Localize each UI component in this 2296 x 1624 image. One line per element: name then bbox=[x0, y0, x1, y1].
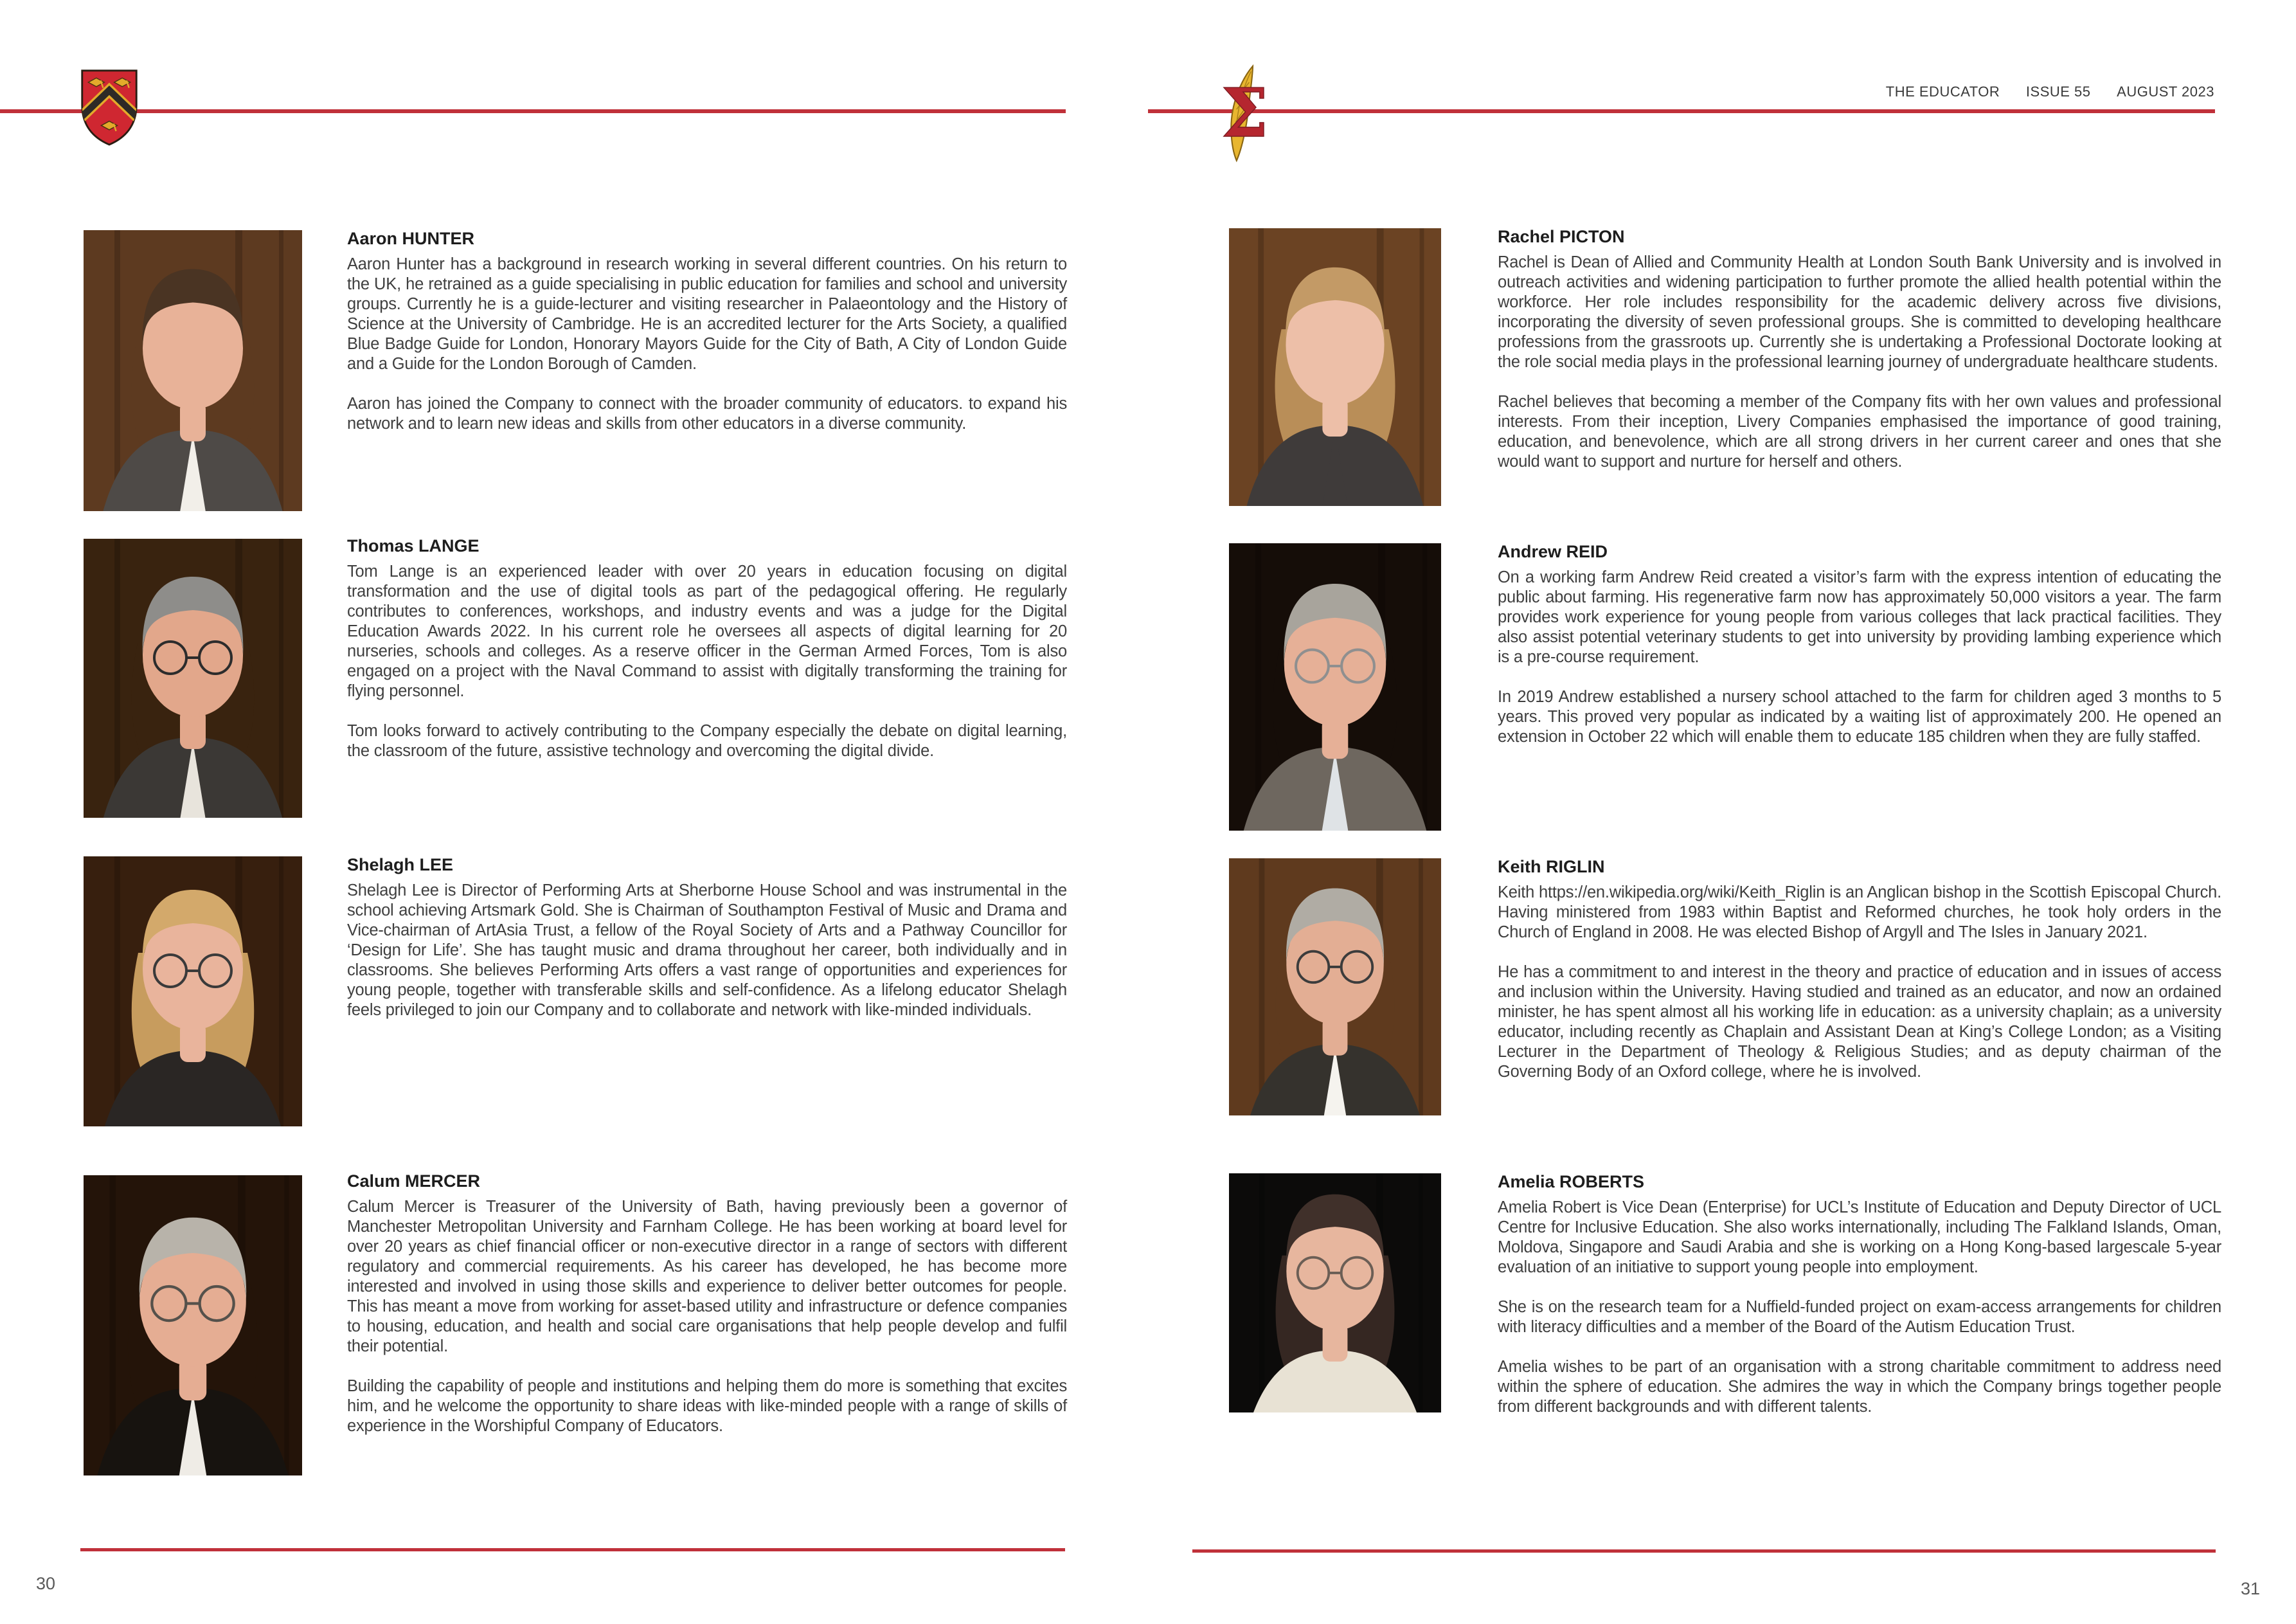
profile-name: Aaron HUNTER bbox=[347, 229, 475, 248]
profile-andrew-reid bbox=[1498, 542, 2221, 747]
profile-name: Shelagh LEE bbox=[347, 855, 454, 874]
profile-paragraph: Tom looks forward to actively contributing to the Company especially the debate on digital learning, the classroom of the future, assistive technology and overcoming the digital divide. bbox=[347, 722, 1067, 760]
page-number-right: 31 bbox=[2241, 1579, 2261, 1598]
profile-paragraph: Calum Mercer is Treasurer of the University of Bath, having previously been a governor of Manchester Metropolitan University and Farnham College. He has been working at board level for over 20 years as chief financial officer or non-executive director in a range of sectors with different regulatory and commercial requirements. As his career has developed, he has become more interested and involved in using those skills and experience to deliver better outcomes for people. This has meant a move from working for asset-based utility and infrastructure or defence companies to housing, education, and health and social care organisations that help people develop and fulfil their potential. bbox=[347, 1198, 1067, 1355]
profile-paragraph: Rachel believes that becoming a member of the Company fits with her own values and professional interests. From their inception, Livery Companies emphasised the importance of good training, education, and benevolence, which are all strong drivers in her current career and ones that she would want to support and nurture for herself and others. bbox=[1498, 393, 2221, 471]
profile-paragraph: Aaron has joined the Company to connect with the broader community of educators. to expand his network and to learn new ideas and skills from other educators in a diverse community. bbox=[347, 395, 1067, 433]
issue-date: AUGUST 2023 bbox=[2117, 84, 2214, 100]
profile-name: Amelia ROBERTS bbox=[1498, 1172, 1645, 1191]
portrait-photo bbox=[1229, 858, 1441, 1115]
bottom-rule-left-page bbox=[80, 1548, 1065, 1551]
profile-aaron-hunter bbox=[347, 229, 1067, 434]
profile-name: Keith RIGLIN bbox=[1498, 857, 1605, 876]
portrait-photo bbox=[84, 856, 302, 1126]
issue-number: ISSUE 55 bbox=[2025, 84, 2091, 100]
profile-paragraph: She is on the research team for a Nuffield-funded project on exam-access arrangements for children with literacy difficulties and a member of the Board of the Autism Education Trust. bbox=[1498, 1298, 2221, 1336]
profile-shelagh-lee bbox=[347, 855, 1067, 1020]
top-rule-left-page bbox=[0, 109, 1066, 113]
portrait-photo bbox=[1229, 1173, 1441, 1412]
bottom-rule-right-page bbox=[1192, 1549, 2216, 1553]
profile-thomas-lange bbox=[347, 536, 1067, 761]
profile-name: Thomas LANGE bbox=[347, 536, 480, 555]
profile-name: Andrew REID bbox=[1498, 542, 1608, 561]
profile-amelia-roberts bbox=[1498, 1172, 2221, 1417]
profile-paragraph: On a working farm Andrew Reid created a visitor’s farm with the express intention of educating the public about farming. His regenerative farm now has approximately 50,000 visitors a year. The farm provides work experience for young people from various colleges that lack practical facilities. They also assist potential veterinary students to get into university by providing lambing experience which is a pre-course requirement. bbox=[1498, 568, 2221, 666]
portrait-photo bbox=[1229, 543, 1441, 831]
sigma-quill-logo-icon bbox=[1217, 64, 1271, 167]
profile-paragraph: Building the capability of people and institutions and helping them do more is something that excites him, and he welcome the opportunity to share ideas with like-minded people with a range of skills of experience in the Worshipful Company of Educators. bbox=[347, 1377, 1067, 1435]
profile-calum-mercer bbox=[347, 1171, 1067, 1436]
profile-name: Calum MERCER bbox=[347, 1171, 481, 1191]
publication-title: THE EDUCATOR bbox=[1885, 84, 2000, 100]
profile-paragraph: Amelia wishes to be part of an organisation with a strong charitable commitment to address need within the sphere of education. She admires the way in which the Company brings together people from different backgrounds and with different talents. bbox=[1498, 1358, 2221, 1416]
educators-company-crest-icon bbox=[78, 67, 140, 149]
portrait-photo bbox=[84, 1175, 302, 1475]
profile-paragraph: Aaron Hunter has a background in research working in several different countries. On his return to the UK, he retrained as a guide specialising in public education for families and school and university groups. Currently he is a guide-lecturer and visiting researcher in Palaeontology and the History of Science at the University of Cambridge. He is an accredited lecturer for the Arts Society, a qualified Blue Badge Guide for London, Honorary Mayors Guide for the City of Bath, A City of London Guide and a Guide for the London Borough of Camden. bbox=[347, 255, 1067, 373]
portrait-photo bbox=[84, 539, 302, 818]
issue-header bbox=[1886, 84, 2214, 100]
profile-rachel-picton bbox=[1498, 227, 2221, 472]
profile-paragraph: He has a commitment to and interest in the theory and practice of education and in issues of access and inclusion within the University. Having studied and trained as an educator, and now an ordained minister, he has spent almost all his working life in education: as a university chaplain; as a university educator, including recently as Chaplain and Assistant Dean at King’s College London; as a Visiting Lecturer in the Department of Theology & Religious Studies; and as deputy chairman of the Governing Body of an Oxford college, where he is involved. bbox=[1498, 963, 2221, 1081]
portrait-photo bbox=[1229, 228, 1441, 506]
profile-paragraph: In 2019 Andrew established a nursery school attached to the farm for children aged 3 months to 5 years. This proved very popular as indicated by a waiting list of approximately 200. He opened an extension in October 22 which will enable them to educate 185 children when they are fully staffed. bbox=[1498, 688, 2221, 746]
profile-name: Rachel PICTON bbox=[1498, 227, 1625, 246]
profile-paragraph: Tom Lange is an experienced leader with over 20 years in education focusing on digital transformation and the use of digital tools as part of the pedagogical offering. He regularly contributes to conferences, workshops, and industry events and was a judge for the Digital Education Awards 2022. In his current role he oversees all aspects of digital learning for 20 nurseries, schools and colleges. As a reserve officer in the German Armed Forces, Tom is also engaged on a project with the Naval Command to assist with digitally transforming the training for flying personnel. bbox=[347, 563, 1067, 700]
portrait-photo bbox=[84, 230, 302, 511]
profile-paragraph: Rachel is Dean of Allied and Community Health at London South Bank University and is involved in outreach activities and widening participation to further promote the allied health potential within the workforce. Her role includes responsibility for the academic delivery across five divisions, incorporating the diversity of seven professional groups. She is committed to developing healthcare professions from the grassroots up. Currently she is undertaking a Professional Doctorate looking at the role social media plays in the professional learning journey of undergraduate healthcare students. bbox=[1498, 253, 2221, 371]
top-rule-right-page bbox=[1148, 109, 2215, 113]
page-number-left: 30 bbox=[36, 1574, 56, 1593]
profile-paragraph: Shelagh Lee is Director of Performing Arts at Sherborne House School and was instrumental in the school achieving Artsmark Gold. She is Chairman of Southampton Festival of Music and Drama and Vice-chairman of ArtAsia Trust, a fellow of the Royal Society of Arts and a Pathway Councillor for ‘Design for Life’. She has taught music and drama throughout her career, both individually and in classrooms. She believes Performing Arts offers a vast range of opportunities and experiences for young people, together with transferable skills and self-confidence. As a lifelong educator Shelagh feels privileged to join our Company and to collaborate and network with like-minded individuals. bbox=[347, 881, 1067, 1019]
profile-paragraph: Keith https://en.wikipedia.org/wiki/Keith_Riglin is an Anglican bishop in the Scottish Episcopal Church. Having ministered from 1983 within Baptist and Reformed churches, he took holy orders in the Church of England in 2008. He was elected Bishop of Argyll and The Isles in January 2021. bbox=[1498, 883, 2221, 941]
profile-keith-riglin bbox=[1498, 857, 2221, 1082]
profile-paragraph: Amelia Robert is Vice Dean (Enterprise) for UCL’s Institute of Education and Deputy Director of UCL Centre for Inclusive Education. She also works internationally, including The Falkland Islands, Oman, Moldova, Singapore and Saudi Arabia and she is working on a Hong Kong-based largescale 5-year evaluation of an initiative to support young people into employment. bbox=[1498, 1198, 2221, 1276]
svg-text:Σ: Σ bbox=[1221, 75, 1269, 152]
